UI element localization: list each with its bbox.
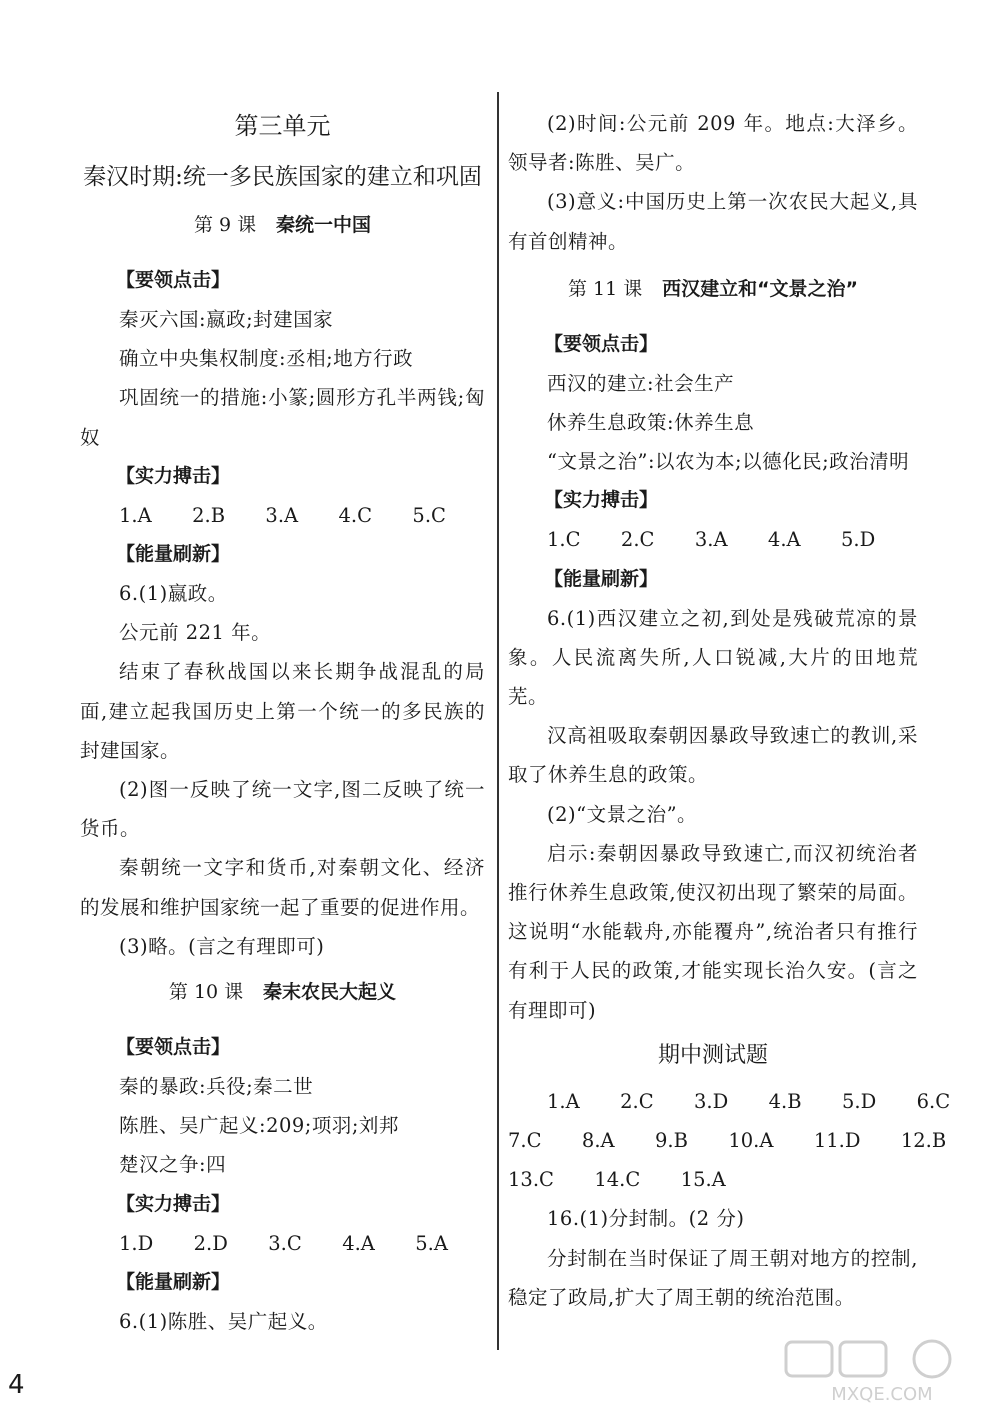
- page-number: 4: [8, 1370, 25, 1400]
- lesson-11-point: “文景之治”:以农为本;以德化民;政治清明: [547, 450, 910, 474]
- lesson-10-key-points-label: 【要领点击】: [116, 1036, 231, 1059]
- watermark-text: MXQE.COM: [831, 1384, 933, 1405]
- lesson-11-refresh-label: 【能量刷新】: [544, 567, 659, 590]
- lesson-11-refresh-paragraph: 6.(1)西汉建立之初,到处是残破荒凉的景象。人民流离失所,人口锐减,大片的田地荒芜。: [508, 606, 918, 709]
- midterm-answer-line: 7.C 8.A 9.B 10.A 11.D 12.B: [508, 1129, 947, 1153]
- lesson-9-refresh-paragraph: 秦朝统一文字和货币,对秦朝文化、经济的发展和维护国家统一起了重要的促进作用。: [80, 856, 485, 919]
- lesson-9-name: 秦统一中国: [276, 214, 372, 236]
- midterm-answer-line: 1.A 2.C 3.D 4.B 5.D 6.C: [547, 1089, 951, 1113]
- lesson-11-refresh-paragraph: 启示:秦朝因暴政导致速亡,而汉初统治者推行休养生息政策,使汉初出现了繁荣的局面。这说明“水能载舟,亦能覆舟”,统治者只有推行有利于人民的政策,才能实现长治久安。(言之有理即可): [508, 841, 918, 1022]
- lesson-11-refresh-paragraph: (2)“文景之治”。: [547, 802, 698, 826]
- lesson-9-key-points-label: 【要领点击】: [116, 269, 231, 291]
- lesson-11-point: 西汉的建立:社会生产: [547, 371, 735, 395]
- lesson-9-refresh-paragraph: (3)略。(言之有理即可): [119, 934, 325, 958]
- midterm-answer-line: 13.C 14.C 15.A: [508, 1168, 726, 1192]
- unit-subtitle: 秦汉时期:统一多民族国家的建立和巩固: [83, 164, 482, 190]
- lesson-10-refresh-paragraph: (3)意义:中国历史上第一次农民大起义,具有首创精神。: [508, 190, 918, 253]
- lesson-11-answers: 1.C 2.C 3.A 4.A 5.D: [547, 528, 876, 552]
- lesson-10-number: 第 10 课: [168, 981, 244, 1004]
- lesson-9-point: 秦灭六国:嬴政;封建国家: [119, 308, 334, 331]
- lesson-11-title: [508, 269, 918, 325]
- lesson-10-refresh-paragraph: 6.(1)陈胜、吴广起义。: [119, 1309, 328, 1333]
- lesson-9-practice-label: 【实力搏击】: [116, 464, 231, 487]
- midterm-q16-paragraph: 分封制在当时保证了周王朝对地方的控制,稳定了政局,扩大了周王朝的统治范围。: [508, 1246, 918, 1309]
- lesson-10-title: [80, 972, 485, 1028]
- lesson-11-point: 休养生息政策:休养生息: [547, 411, 755, 435]
- right-column: [508, 104, 951, 1317]
- lesson-10-refresh-paragraph: (2)时间:公元前 209 年。地点:大泽乡。领导者:陈胜、吴广。: [508, 112, 918, 175]
- lesson-10-point: 陈胜、吴广起义:209;项羽;刘邦: [119, 1114, 399, 1138]
- lesson-9-refresh-paragraph: 公元前 221 年。: [119, 621, 272, 645]
- lesson-9-number: 第 9 课: [193, 214, 257, 236]
- unit-title: 第三单元: [234, 112, 331, 140]
- lesson-10-name: 秦末农民大起义: [263, 981, 397, 1004]
- lesson-11-key-points-label: 【要领点击】: [544, 332, 659, 355]
- column-divider: [497, 92, 499, 1350]
- lesson-9-refresh-label: 【能量刷新】: [116, 543, 231, 566]
- lesson-10-refresh-label: 【能量刷新】: [116, 1270, 231, 1293]
- lesson-9-refresh-paragraph: (2)图一反映了统一文字,图二反映了统一货币。: [80, 778, 485, 841]
- lesson-10-point: 秦的暴政:兵役;秦二世: [119, 1075, 314, 1099]
- lesson-11-name: 西汉建立和“文景之治”: [662, 277, 859, 300]
- lesson-11-refresh-paragraph: 汉高祖吸取秦朝因暴政导致速亡的教训,采取了休养生息的政策。: [508, 724, 918, 787]
- lesson-9-point: 巩固统一的措施:小篆;圆形方孔半两钱;匈奴: [80, 386, 485, 449]
- watermark-logo: [782, 1338, 982, 1406]
- lesson-9-refresh-paragraph: 结束了春秋战国以来长期争战混乱的局面,建立起我国历史上第一个统一的多民族的封建国家。: [80, 660, 485, 762]
- midterm-title: 期中测试题: [657, 1042, 768, 1068]
- lesson-10-point: 楚汉之争:四: [119, 1153, 227, 1177]
- lesson-9-point: 确立中央集权制度:丞相;地方行政: [119, 347, 414, 371]
- lesson-10-answers: 1.D 2.D 3.C 4.A 5.A: [119, 1231, 448, 1255]
- lesson-9-answers: 1.A 2.B 3.A 4.C 5.C: [119, 503, 446, 527]
- left-column: [80, 95, 485, 1341]
- lesson-11-practice-label: 【实力搏击】: [544, 489, 659, 512]
- midterm-q16-paragraph: 16.(1)分封制。(2 分): [547, 1207, 745, 1231]
- lesson-9-refresh-paragraph: 6.(1)嬴政。: [119, 582, 228, 606]
- lesson-10-practice-label: 【实力搏击】: [116, 1192, 231, 1215]
- lesson-9-title: [80, 205, 485, 261]
- lesson-11-number: 第 11 课: [567, 277, 643, 300]
